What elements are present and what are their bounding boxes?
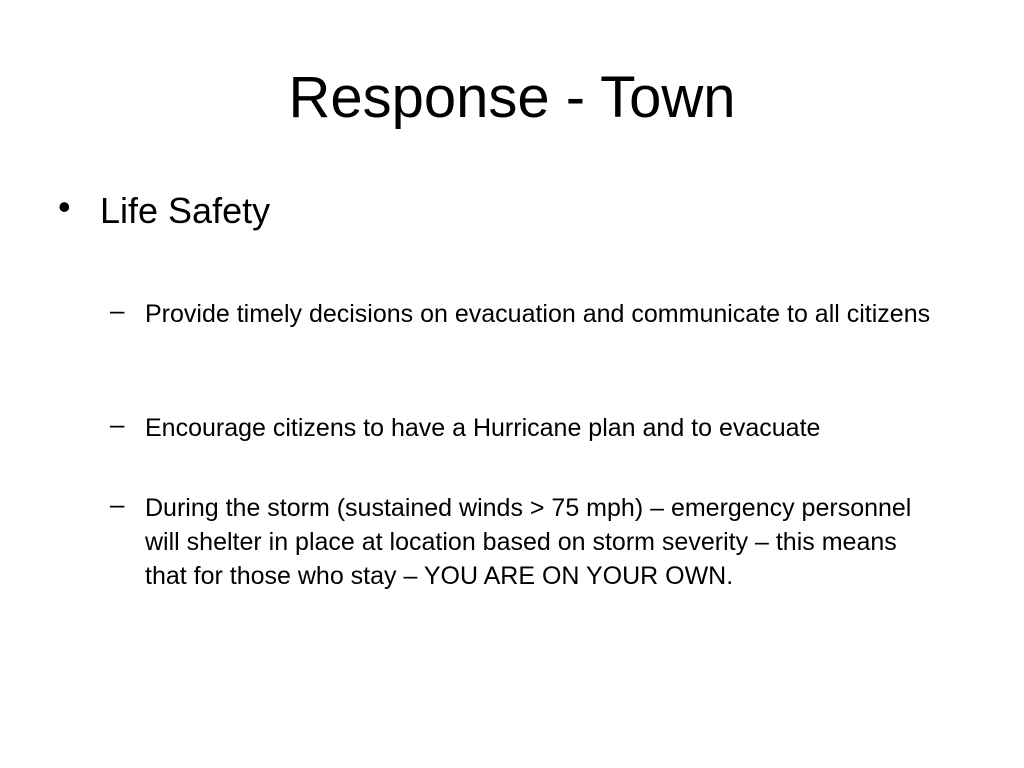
- sub-bullet-text: Provide timely decisions on evacuation and communicate to all citizens: [145, 300, 931, 328]
- sub-bullet-marker: –: [110, 489, 125, 519]
- sub-bullet-text: Encourage citizens to have a Hurricane plan and to evacuate: [145, 414, 821, 442]
- sub-bullet-text: During the storm (sustained winds > 75 mph) – emergency personnel will shelter in place at location based on storm severity – this means that for those who stay – YOU ARE ON YOUR OWN.: [145, 494, 912, 590]
- sub-bullet-marker: –: [110, 409, 125, 439]
- slide-title: Response - Town: [288, 65, 736, 130]
- bullet-item: [0, 185, 1024, 237]
- sub-bullet-marker: –: [110, 295, 125, 325]
- bullet-marker: •: [58, 186, 71, 227]
- bullet-text: Life Safety: [100, 190, 271, 231]
